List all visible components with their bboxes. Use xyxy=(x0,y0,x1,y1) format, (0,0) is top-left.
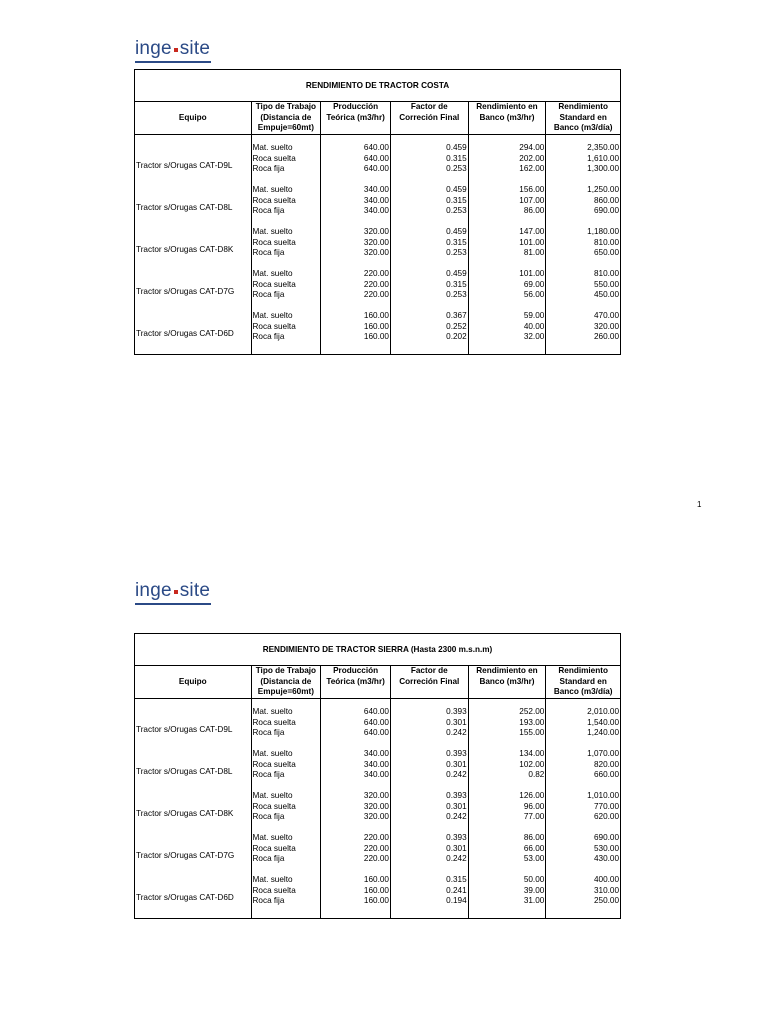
equipo-name: Tractor s/Orugas CAT-D7G xyxy=(136,850,235,860)
table-cell: 430.00 xyxy=(593,854,620,863)
table-cell: 0.253 xyxy=(446,164,467,173)
table-cell: 860.00 xyxy=(593,195,620,205)
table-cell: 134.00 xyxy=(519,749,545,758)
table-cell: 220.00 xyxy=(363,290,389,299)
row-group xyxy=(469,269,546,311)
table-cell: 0.459 xyxy=(446,143,467,152)
data-column xyxy=(321,135,391,354)
equipo-cell xyxy=(135,791,251,833)
table-cell: 0.315 xyxy=(446,237,467,247)
row-group xyxy=(321,833,390,875)
data-column xyxy=(252,135,322,354)
equipo-cell xyxy=(135,143,251,185)
table-body xyxy=(135,699,620,918)
table-cell: 0.253 xyxy=(446,290,467,299)
table-cell: 0.315 xyxy=(446,875,467,884)
table-cell: 820.00 xyxy=(593,759,620,769)
column-header-line: Banco (m3/hr) xyxy=(479,676,535,686)
table-cell: 0.315 xyxy=(446,279,467,289)
table-cell: 39.00 xyxy=(523,885,545,895)
table-cell: 0.253 xyxy=(446,248,467,257)
column-header-line: Standard en xyxy=(559,676,607,686)
equipo-name: Tractor s/Orugas CAT-D6D xyxy=(136,892,234,902)
equipo-name: Tractor s/Orugas CAT-D8L xyxy=(136,766,233,776)
table-cell: 66.00 xyxy=(523,843,545,853)
table-cell: 310.00 xyxy=(593,885,620,895)
row-group xyxy=(321,143,390,185)
row-group xyxy=(546,311,620,353)
table-cell: Roca suelta xyxy=(252,717,296,727)
row-group xyxy=(391,311,468,353)
logo-underline xyxy=(135,603,211,605)
table-header-row xyxy=(135,666,620,699)
table-cell: 0.242 xyxy=(446,854,467,863)
row-group xyxy=(469,749,546,791)
row-group xyxy=(391,791,468,833)
column-header xyxy=(469,102,547,134)
row-group xyxy=(546,749,620,791)
equipo-name: Tractor s/Orugas CAT-D8K xyxy=(136,808,234,818)
table-cell: 86.00 xyxy=(523,833,545,842)
table-cell: 160.00 xyxy=(363,332,389,341)
row-group xyxy=(321,311,390,353)
row-group xyxy=(469,833,546,875)
equipo-name: Tractor s/Orugas CAT-D7G xyxy=(136,286,235,296)
table-cell: 1,250.00 xyxy=(587,185,620,194)
table-cell: 101.00 xyxy=(519,237,545,247)
row-group xyxy=(546,707,620,749)
table-cell: 470.00 xyxy=(593,311,620,320)
row-group xyxy=(546,185,620,227)
row-group xyxy=(391,269,468,311)
table-cell: 0.253 xyxy=(446,206,467,215)
equipo-column xyxy=(135,699,252,918)
table-cell: Mat. suelto xyxy=(252,143,293,152)
table-cell: 550.00 xyxy=(593,279,620,289)
table-cell: 340.00 xyxy=(363,195,389,205)
column-header-line: Producción xyxy=(333,666,379,675)
table-cell: 56.00 xyxy=(523,290,545,299)
table-cell: Roca fija xyxy=(252,770,285,779)
table-cell: 0.242 xyxy=(446,812,467,821)
equipo-column xyxy=(135,135,252,354)
table-cell: 1,540.00 xyxy=(587,717,620,727)
column-header-line: Producción xyxy=(333,102,379,111)
table-cell: 77.00 xyxy=(523,812,545,821)
column-header-line: Equipo xyxy=(178,112,207,122)
column-header xyxy=(321,666,391,698)
row-group xyxy=(546,227,620,269)
table-cell: Mat. suelto xyxy=(252,833,293,842)
row-group xyxy=(321,227,390,269)
table-cell: 320.00 xyxy=(363,812,389,821)
table-cell: 101.00 xyxy=(519,269,545,278)
table-cell: Roca suelta xyxy=(252,237,296,247)
table-header-row xyxy=(135,102,620,135)
table-cell: 340.00 xyxy=(363,206,389,215)
row-group xyxy=(391,227,468,269)
table-cell: 102.00 xyxy=(519,759,545,769)
table-cell: 220.00 xyxy=(363,269,389,278)
row-group xyxy=(321,707,390,749)
row-group xyxy=(469,185,546,227)
column-header xyxy=(546,102,620,134)
table-cell: 31.00 xyxy=(523,896,545,905)
table-cell: 220.00 xyxy=(363,854,389,863)
table-cell: Roca suelta xyxy=(252,801,296,811)
row-group xyxy=(469,791,546,833)
table-cell: Roca fija xyxy=(252,854,285,863)
table-cell: Roca fija xyxy=(252,896,285,905)
equipo-cell xyxy=(135,707,251,749)
row-group xyxy=(321,875,390,917)
table-cell: 0.315 xyxy=(446,153,467,163)
row-group xyxy=(321,791,390,833)
row-group xyxy=(252,143,321,185)
row-group xyxy=(546,791,620,833)
table-cell: 2,350.00 xyxy=(587,143,620,152)
data-column xyxy=(391,135,469,354)
company-logo xyxy=(135,39,211,63)
equipo-cell xyxy=(135,185,251,227)
table-cell: 0.301 xyxy=(446,759,467,769)
page-number: 1 xyxy=(697,500,702,509)
column-header-line: Equipo xyxy=(178,676,207,686)
equipo-name: Tractor s/Orugas CAT-D6D xyxy=(136,328,234,338)
table-tractor-costa xyxy=(134,69,621,355)
row-group xyxy=(546,833,620,875)
table-cell: Mat. suelto xyxy=(252,875,293,884)
column-header-line: Banco (m3/día) xyxy=(553,123,613,132)
row-group xyxy=(252,269,321,311)
table-cell: 320.00 xyxy=(363,801,389,811)
table-cell: 0.459 xyxy=(446,227,467,236)
table-cell: 294.00 xyxy=(519,143,545,152)
table-cell: 690.00 xyxy=(593,833,620,842)
table-cell: 640.00 xyxy=(363,164,389,173)
table-cell: 220.00 xyxy=(363,833,389,842)
table-cell: 0.194 xyxy=(446,896,467,905)
table-cell: Mat. suelto xyxy=(252,311,293,320)
table-cell: 0.393 xyxy=(446,749,467,758)
column-header-line: Rendimiento xyxy=(558,102,608,111)
column-header-line: Tipo de Trabajo xyxy=(255,666,317,675)
row-group xyxy=(252,707,321,749)
table-cell: 320.00 xyxy=(363,791,389,800)
table-cell: Roca fija xyxy=(252,248,285,257)
table-cell: 81.00 xyxy=(523,248,545,257)
column-header-line: Empuje=60mt) xyxy=(257,687,314,696)
column-header-line: Banco (m3/día) xyxy=(553,687,613,696)
logo-dot xyxy=(174,590,178,594)
row-group xyxy=(391,833,468,875)
row-group xyxy=(391,707,468,749)
column-header-line: Rendimiento en xyxy=(476,666,538,675)
table-cell: 0.459 xyxy=(446,185,467,194)
table-cell: 640.00 xyxy=(363,143,389,152)
row-group xyxy=(321,185,390,227)
data-column xyxy=(469,699,547,918)
row-group xyxy=(252,833,321,875)
column-header-line: Standard en xyxy=(559,112,607,122)
table-cell: 1,240.00 xyxy=(587,728,620,737)
column-header-line: (Distancia de xyxy=(260,676,312,686)
table-cell: 770.00 xyxy=(593,801,620,811)
logo-dot xyxy=(174,48,178,52)
table-cell: 250.00 xyxy=(593,896,620,905)
table-cell: 690.00 xyxy=(593,206,620,215)
table-cell: 40.00 xyxy=(523,321,545,331)
logo-text-part1: inge xyxy=(135,38,172,59)
row-group xyxy=(469,707,546,749)
table-cell: 126.00 xyxy=(519,791,545,800)
table-cell: Roca fija xyxy=(252,332,285,341)
table-cell: Mat. suelto xyxy=(252,707,293,716)
column-header-line: Correción Final xyxy=(399,676,460,686)
table-cell: 0.393 xyxy=(446,707,467,716)
table-cell: 1,180.00 xyxy=(587,227,620,236)
table-cell: 160.00 xyxy=(363,311,389,320)
table-cell: Roca fija xyxy=(252,290,285,299)
table-cell: 0.242 xyxy=(446,770,467,779)
column-header-line: Rendimiento en xyxy=(476,102,538,111)
equipo-cell xyxy=(135,269,251,311)
table-cell: 86.00 xyxy=(523,206,545,215)
equipo-name: Tractor s/Orugas CAT-D9L xyxy=(136,160,233,170)
column-header-line: Correción Final xyxy=(399,112,460,122)
column-header xyxy=(135,666,252,698)
table-cell: 640.00 xyxy=(363,728,389,737)
equipo-cell xyxy=(135,833,251,875)
row-group xyxy=(469,311,546,353)
row-group xyxy=(252,791,321,833)
row-group xyxy=(252,311,321,353)
table-cell: 0.301 xyxy=(446,717,467,727)
table-cell: 320.00 xyxy=(593,321,620,331)
column-header-line: (Distancia de xyxy=(260,112,312,122)
column-header xyxy=(469,666,547,698)
row-group xyxy=(252,185,321,227)
column-header-line: Teórica (m3/hr) xyxy=(326,676,385,686)
data-column xyxy=(321,699,391,918)
equipo-cell xyxy=(135,227,251,269)
equipo-cell xyxy=(135,749,251,791)
table-cell: 340.00 xyxy=(363,749,389,758)
row-group xyxy=(546,269,620,311)
row-group xyxy=(546,143,620,185)
table-cell: 640.00 xyxy=(363,717,389,727)
table-cell: 0.301 xyxy=(446,843,467,853)
data-column xyxy=(469,135,547,354)
table-cell: Mat. suelto xyxy=(252,185,293,194)
equipo-cell xyxy=(135,875,251,917)
column-header xyxy=(321,102,391,134)
table-cell: 450.00 xyxy=(593,290,620,299)
equipo-name: Tractor s/Orugas CAT-D8L xyxy=(136,202,233,212)
table-title: RENDIMIENTO DE TRACTOR SIERRA (Hasta 2300 m.s.n.m) xyxy=(135,634,620,666)
table-cell: 155.00 xyxy=(519,728,545,737)
table-cell: 340.00 xyxy=(363,759,389,769)
table-cell: 640.00 xyxy=(363,153,389,163)
table-cell: 202.00 xyxy=(519,153,545,163)
table-cell: Mat. suelto xyxy=(252,791,293,800)
table-cell: 810.00 xyxy=(593,269,620,278)
row-group xyxy=(469,227,546,269)
equipo-name: Tractor s/Orugas CAT-D8K xyxy=(136,244,234,254)
table-cell: 530.00 xyxy=(593,843,620,853)
equipo-cell xyxy=(135,311,251,353)
table-cell: 340.00 xyxy=(363,770,389,779)
table-cell: Roca fija xyxy=(252,728,285,737)
row-group xyxy=(391,143,468,185)
table-cell: Roca suelta xyxy=(252,759,296,769)
row-group xyxy=(391,185,468,227)
table-cell: 50.00 xyxy=(523,875,545,884)
row-group xyxy=(252,749,321,791)
table-cell: Roca fija xyxy=(252,812,285,821)
table-cell: 0.301 xyxy=(446,801,467,811)
table-cell: Roca suelta xyxy=(252,321,296,331)
table-cell: 0.459 xyxy=(446,269,467,278)
table-cell: Roca suelta xyxy=(252,195,296,205)
table-cell: 160.00 xyxy=(363,885,389,895)
table-cell: 0.82 xyxy=(528,770,545,779)
table-cell: 147.00 xyxy=(519,227,545,236)
table-cell: 340.00 xyxy=(363,185,389,194)
table-tractor-sierra xyxy=(134,633,621,919)
table-cell: 162.00 xyxy=(519,164,545,173)
table-cell: Roca suelta xyxy=(252,153,296,163)
table-cell: 220.00 xyxy=(363,279,389,289)
column-header-line: Rendimiento xyxy=(558,666,608,675)
table-cell: 0.252 xyxy=(446,321,467,331)
table-cell: 640.00 xyxy=(363,707,389,716)
table-cell: 252.00 xyxy=(519,707,545,716)
column-header-line: Teórica (m3/hr) xyxy=(326,112,385,122)
table-cell: 160.00 xyxy=(363,875,389,884)
table-cell: 810.00 xyxy=(593,237,620,247)
table-cell: 0.367 xyxy=(446,311,467,320)
table-cell: 220.00 xyxy=(363,843,389,853)
table-cell: 156.00 xyxy=(519,185,545,194)
column-header xyxy=(391,102,469,134)
table-cell: 320.00 xyxy=(363,227,389,236)
table-cell: 1,070.00 xyxy=(587,749,620,758)
column-header xyxy=(391,666,469,698)
column-header-line: Factor de xyxy=(410,102,448,111)
table-cell: 193.00 xyxy=(519,717,545,727)
table-cell: 32.00 xyxy=(523,332,545,341)
table-cell: Roca fija xyxy=(252,164,285,173)
table-cell: 96.00 xyxy=(523,801,545,811)
table-cell: Roca fija xyxy=(252,206,285,215)
row-group xyxy=(391,875,468,917)
table-cell: 0.393 xyxy=(446,833,467,842)
column-header xyxy=(135,102,252,134)
table-cell: 53.00 xyxy=(523,854,545,863)
table-cell: 1,300.00 xyxy=(587,164,620,173)
logo-text-part2: site xyxy=(179,38,211,59)
table-cell: 400.00 xyxy=(593,875,620,884)
table-cell: 1,610.00 xyxy=(587,153,620,163)
data-column xyxy=(252,699,322,918)
table-cell: 650.00 xyxy=(593,248,620,257)
table-cell: Roca suelta xyxy=(252,885,296,895)
table-cell: 160.00 xyxy=(363,896,389,905)
column-header-line: Empuje=60mt) xyxy=(257,123,314,132)
column-header-line: Factor de xyxy=(410,666,448,675)
row-group xyxy=(252,227,321,269)
table-cell: 0.241 xyxy=(446,885,467,895)
data-column xyxy=(546,135,620,354)
table-cell: 0.202 xyxy=(446,332,467,341)
table-cell: 0.242 xyxy=(446,728,467,737)
row-group xyxy=(546,875,620,917)
logo-text-part1: inge xyxy=(135,580,172,601)
column-header-line: Tipo de Trabajo xyxy=(255,102,317,111)
table-cell: Mat. suelto xyxy=(252,269,293,278)
column-header xyxy=(252,666,322,698)
table-cell: 160.00 xyxy=(363,321,389,331)
table-cell: 620.00 xyxy=(593,812,620,821)
table-cell: 59.00 xyxy=(523,311,545,320)
table-cell: 260.00 xyxy=(593,332,620,341)
data-column xyxy=(546,699,620,918)
table-cell: 69.00 xyxy=(523,279,545,289)
row-group xyxy=(321,749,390,791)
column-header xyxy=(546,666,620,698)
table-body xyxy=(135,135,620,354)
table-cell: 320.00 xyxy=(363,248,389,257)
table-cell: 2,010.00 xyxy=(587,707,620,716)
table-cell: Roca suelta xyxy=(252,279,296,289)
row-group xyxy=(252,875,321,917)
row-group xyxy=(321,269,390,311)
table-title: RENDIMIENTO DE TRACTOR COSTA xyxy=(135,70,620,102)
table-cell: Mat. suelto xyxy=(252,227,293,236)
equipo-name: Tractor s/Orugas CAT-D9L xyxy=(136,724,233,734)
row-group xyxy=(469,143,546,185)
table-cell: Roca suelta xyxy=(252,843,296,853)
table-cell: 1,010.00 xyxy=(587,791,620,800)
row-group xyxy=(469,875,546,917)
logo-text-part2: site xyxy=(179,580,211,601)
table-cell: 0.315 xyxy=(446,195,467,205)
column-header-line: Banco (m3/hr) xyxy=(479,112,535,122)
table-cell: Mat. suelto xyxy=(252,749,293,758)
row-group xyxy=(391,749,468,791)
data-column xyxy=(391,699,469,918)
company-logo xyxy=(135,581,211,605)
table-cell: 320.00 xyxy=(363,237,389,247)
table-cell: 107.00 xyxy=(519,195,545,205)
logo-underline xyxy=(135,61,211,63)
table-cell: 0.393 xyxy=(446,791,467,800)
column-header xyxy=(252,102,322,134)
table-cell: 660.00 xyxy=(593,770,620,779)
